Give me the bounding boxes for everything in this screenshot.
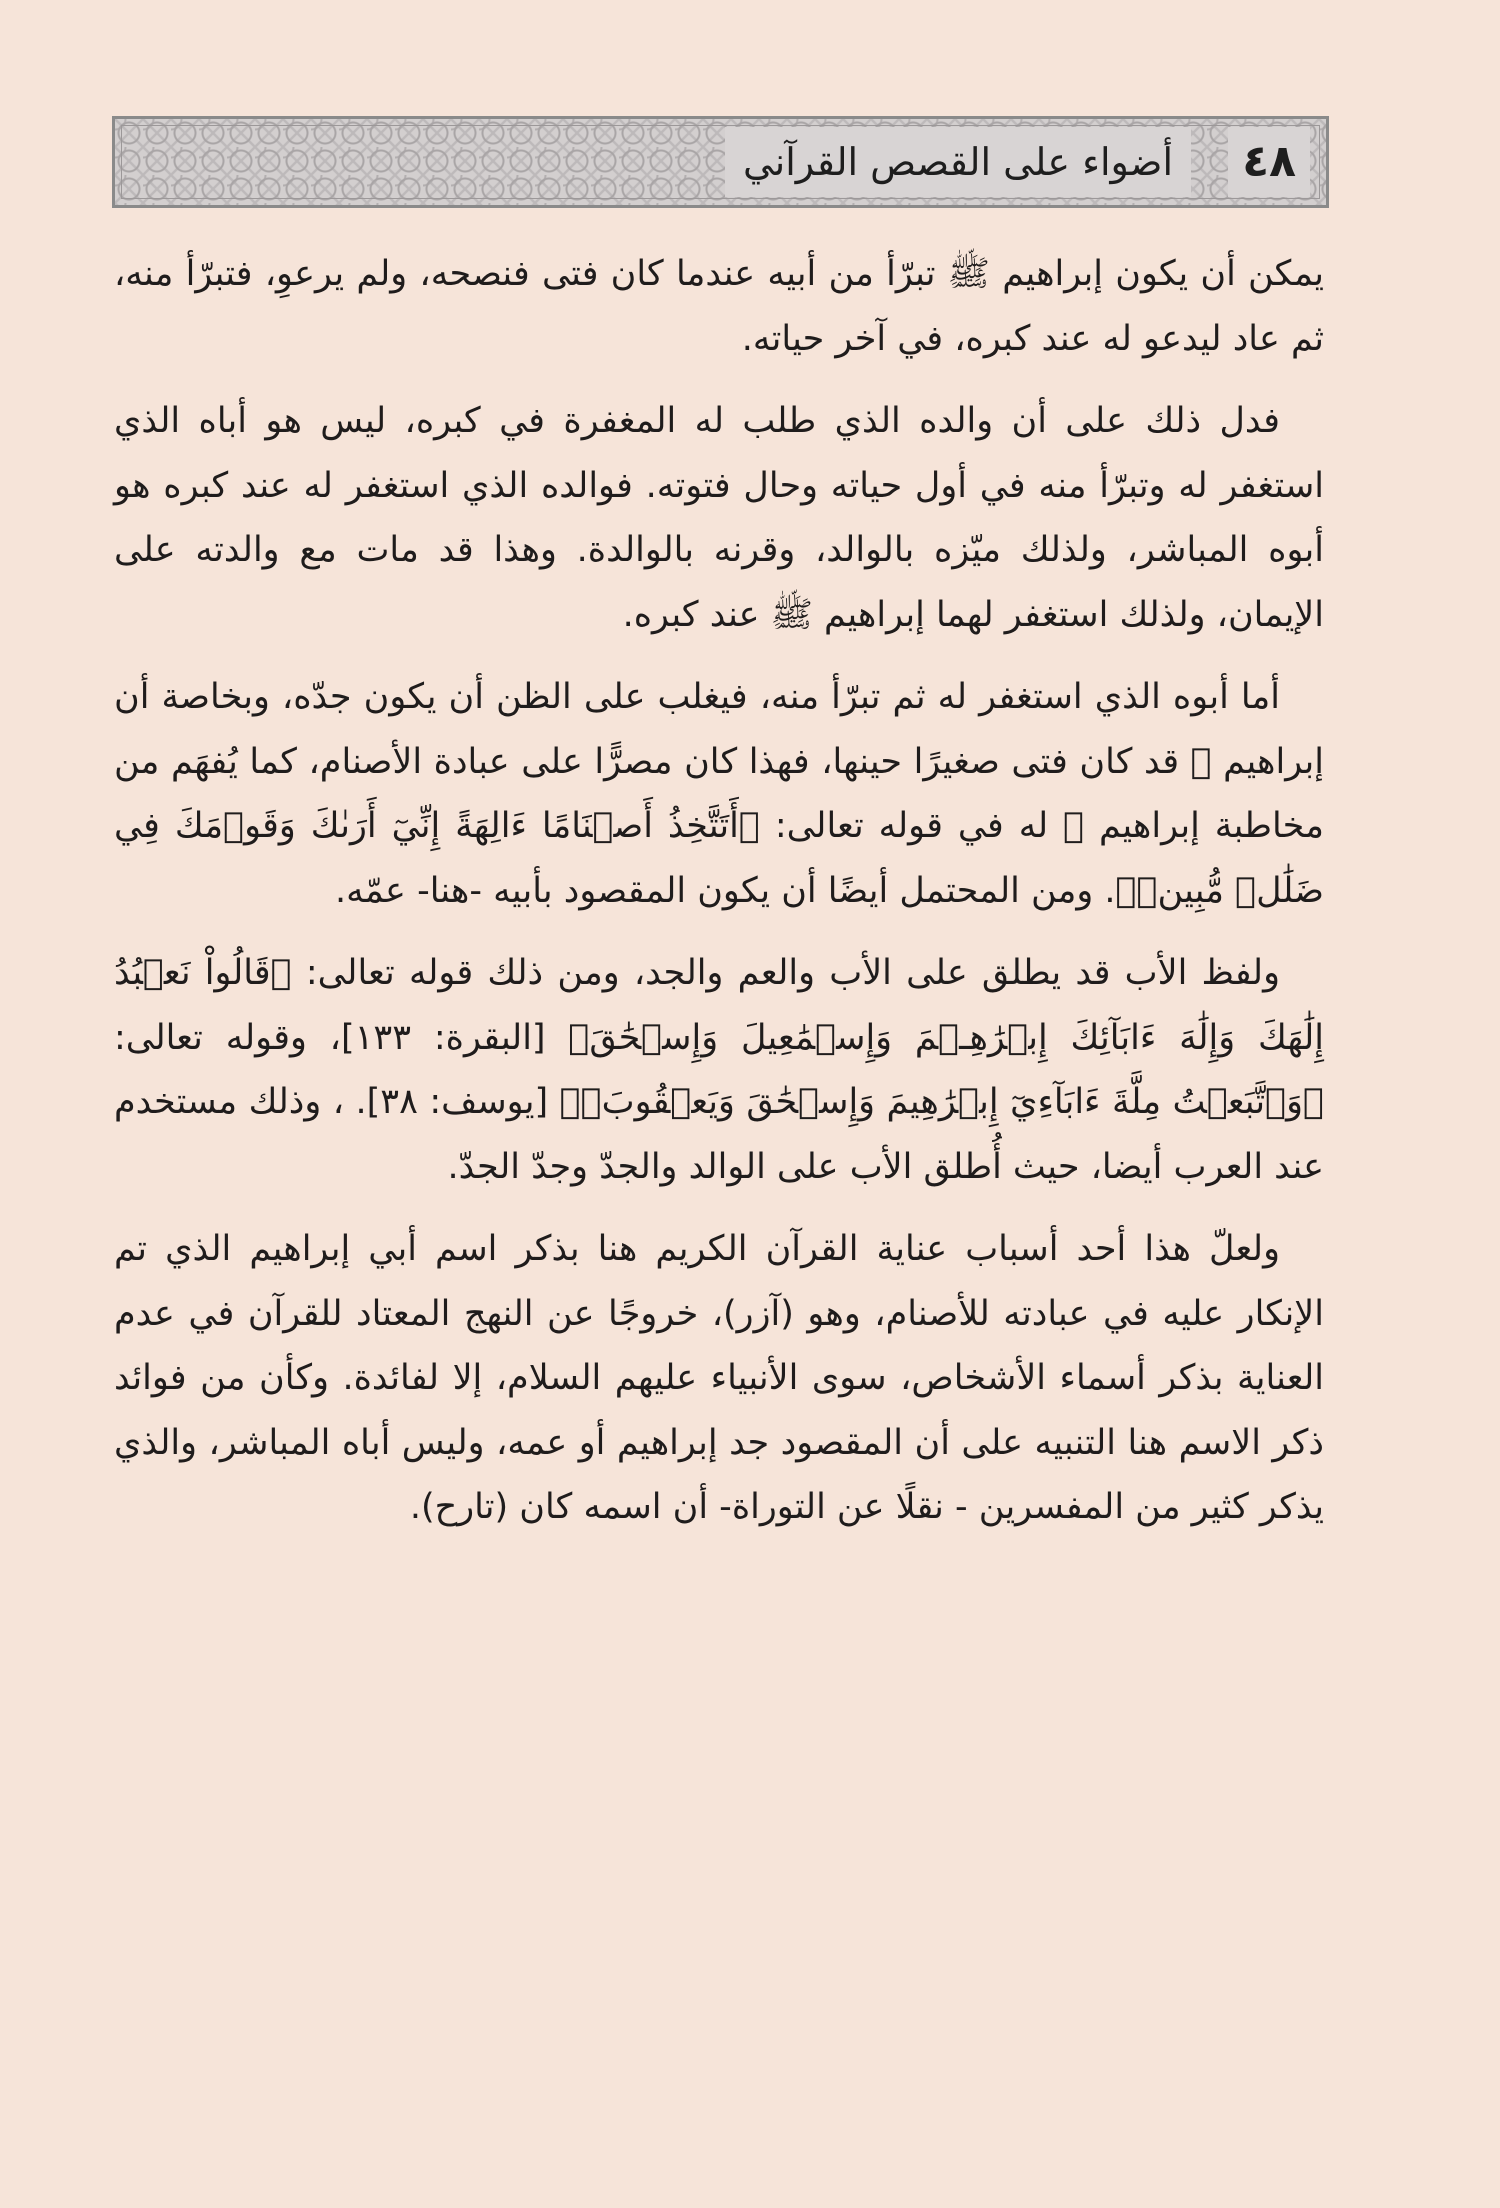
paragraph-1: يمكن أن يكون إبراهيم ﷺ تبرّأ من أبيه عندما كان فتى فنصحه، ولم يرعوِ، فتبرّأ منه، ثم عاد ليدعو له عند كبره، في آخر حياته. <box>114 254 1324 359</box>
paragraph-3: أما أبوه الذي استغفر له ثم تبرّأ منه، فيغلب على الظن أن يكون جدّه، وبخاصة أن إبراهيم ﷺ قد كان فتى صغيرًا حينها، فهذا كان مصرًّا على عبادة الأصنام، كما يُفهَم من مخاطبة إبراهيم ﷺ له في قوله تعالى: ﴿أَتَتَّخِذُ أَصۡنَامًا ءَالِهَةً إِنِّيٓ أَرَىٰكَ وَقَوۡمَكَ فِي ضَلَٰلٖ مُّبِينٖ﴾. ومن المحتمل أيضًا أن يكون المقصود بأبيه -هنا- عمّه. <box>114 677 1324 911</box>
page-number: ٤٨ <box>1228 127 1310 197</box>
paragraph-5: ولعلّ هذا أحد أسباب عناية القرآن الكريم هنا بذكر اسم أبي إبراهيم الذي تم الإنكار عليه في عبادته للأصنام، وهو (آزر)، خروجًا عن النهج المعتاد للقرآن في عدم العناية بذكر أسماء الأشخاص، سوى الأنبياء عليهم السلام، إلا لفائدة. وكأن من فوائد ذكر الاسم هنا التنبيه على أن المقصود جد إبراهيم أو عمه، وليس أباه المباشر، والذي يذكر كثير من المفسرين - نقلًا عن التوراة- أن اسمه كان (تارح). <box>114 1229 1324 1527</box>
paragraph-4: ولفظ الأب قد يطلق على الأب والعم والجد، ومن ذلك قوله تعالى: ﴿قَالُواْ نَعۡبُدُ إِلَٰهَكَ وَإِلَٰهَ ءَابَآئِكَ إِبۡرَٰهِـۧمَ وَإِسۡمَٰعِيلَ وَإِسۡحَٰقَ﴾ [البقرة: ١٣٣]، وقوله تعالى: ﴿وَٱتَّبَعۡتُ مِلَّةَ ءَابَآءِيٓ إِبۡرَٰهِيمَ وَإِسۡحَٰقَ وَيَعۡقُوبَۚ﴾ [يوسف: ٣٨]. ، وذلك مستخدم عند العرب أيضا، حيث أُطلق الأب على الوالد والجدّ وجدّ الجدّ. <box>114 953 1324 1187</box>
page-header <box>112 116 1329 208</box>
running-title: أضواء على القصص القرآني <box>725 127 1191 197</box>
page-body <box>114 242 1324 1558</box>
paragraph-2: فدل ذلك على أن والده الذي طلب له المغفرة في كبره، ليس هو أباه الذي استغفر له وتبرّأ منه في أول حياته وحال فتوته. فوالده الذي استغفر له عند كبره هو أبوه المباشر، ولذلك ميّزه بالوالد، وقرنه بالوالدة. وهذا قد مات مع والدته على الإيمان، ولذلك استغفر لهما إبراهيم ﷺ عند كبره. <box>114 401 1324 635</box>
